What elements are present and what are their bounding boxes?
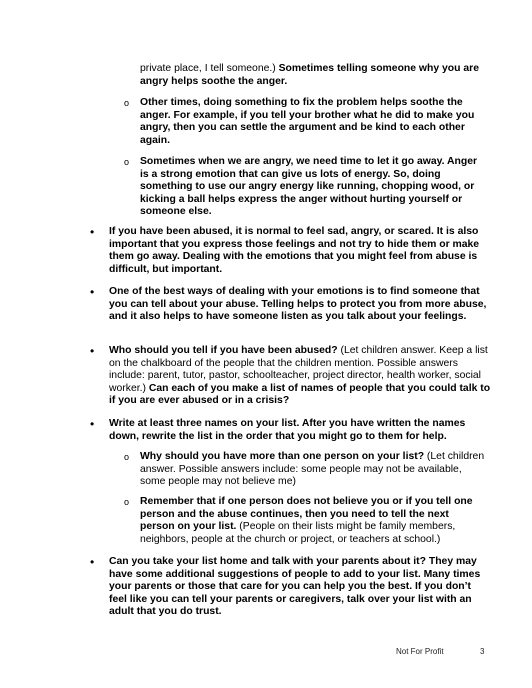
bullet-marker: • bbox=[90, 225, 95, 239]
sub-bullet-marker: o bbox=[124, 497, 130, 507]
bullet-marker: • bbox=[90, 344, 95, 358]
bullet-marker: • bbox=[90, 417, 95, 431]
who-to-tell-question: Who should you tell if you have been abused? bbox=[109, 345, 338, 356]
lead-text-bold: Sometimes telling someone why you are angry helps soothe the anger. bbox=[140, 63, 479, 87]
sub-item-fix-problem: Other times, doing something to fix the problem helps soothe the anger. For example, if you tell your brother what he did to make you angry, then you can settle the argument and be kind to each other again. bbox=[140, 97, 475, 146]
bullet-item-who-to-tell bbox=[109, 345, 491, 408]
bullet-item-tell-someone: One of the best ways of dealing with your emotions is to find someone that you can tell about your abuse. Telling helps to protect you from more abuse, and it also helps to have someone listen as you talk about your feelings. bbox=[109, 286, 487, 323]
footer-text: Not For Profit bbox=[396, 647, 444, 656]
sub-item-let-it-go: Sometimes when we are angry, we need time to let it go away. Anger is a strong emotion that can give us lots of energy. So, doing something to use our angry energy like running, chopping wood, or kicking a ball helps express the anger without hurting yourself or someone else. bbox=[140, 156, 478, 218]
tell-next-person-note: (People on their lists might be family members, neighbors, people at the church or project, or teachers at school.) bbox=[140, 521, 456, 545]
sub-bullet-marker: o bbox=[124, 157, 130, 167]
bullet-marker: • bbox=[90, 285, 95, 299]
bullet-item-take-list-home: Can you take your list home and talk with your parents about it? They may have some additional suggestions of people to add to your list. Many times your parents or those that care for you can help you the best. If you don’t feel like you can tell your parents or caregivers, talk over your list with an adult that you do trust. bbox=[109, 556, 481, 618]
who-to-tell-prompt: Can each of you make a list of names of people that you could talk to if you are ever abused or in a crisis? bbox=[109, 382, 491, 407]
bullet-marker: • bbox=[90, 555, 95, 569]
more-than-one-answer: (Let children answer. Possible answers include: some people may not be available, some people may not believe me) bbox=[140, 451, 485, 488]
lead-text-normal: private place, I tell someone.) bbox=[140, 63, 276, 74]
bullet-item-write-names: Write at least three names on your list. After you have written the names down, rewrite the list in the order that you might go to them for help. bbox=[109, 418, 466, 442]
who-to-tell-instructions: (Let children answer. Keep a list on the chalkboard of the people that the children mention. Possible answers include: parent, tutor, pastor, schoolteacher, project director, health worker, social worker.) bbox=[109, 345, 488, 394]
page-number: 3 bbox=[480, 647, 485, 656]
page-footer bbox=[396, 647, 496, 657]
bullet-item-abused-feelings: If you have been abused, it is normal to feel sad, angry, or scared. It is also important that you express those feelings and not try to hide them or make them go away. Dealing with the emotions that you might feel from abuse is difficult, but important. bbox=[109, 226, 480, 275]
more-than-one-question: Why should you have more than one person on your list? bbox=[140, 451, 425, 462]
lead-paragraph bbox=[140, 63, 485, 88]
sub-bullet-marker: o bbox=[124, 452, 130, 462]
sub-bullet-marker: o bbox=[124, 98, 130, 108]
sub-item-more-than-one bbox=[140, 451, 485, 489]
sub-item-tell-next-person bbox=[140, 496, 485, 546]
tell-next-person-text: Remember that if one person does not believe you or if you tell one person and the abuse continues, then you need to tell the next person on your list. bbox=[140, 496, 473, 533]
